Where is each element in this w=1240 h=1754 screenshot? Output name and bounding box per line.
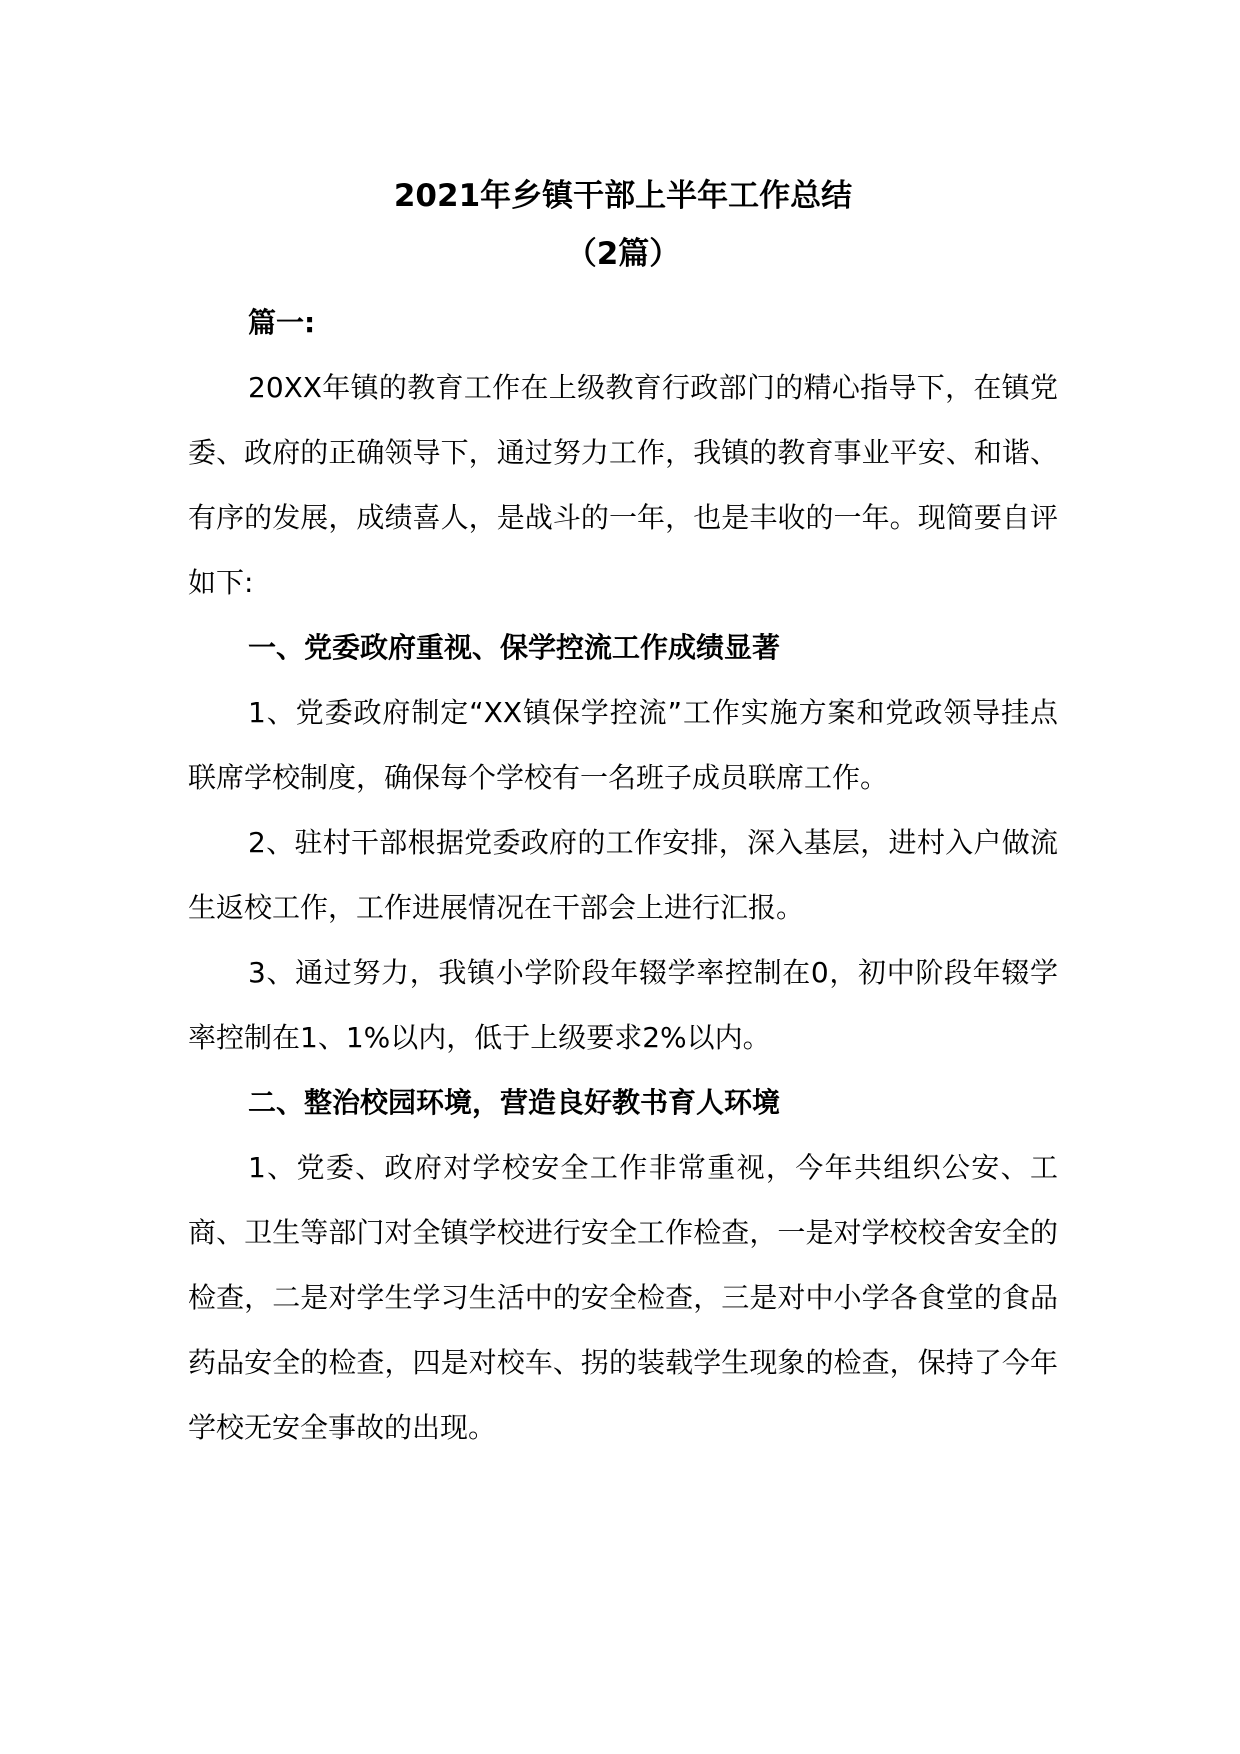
section-1-item-1: 1、党委政府制定“XX镇保学控流”工作实施方案和党政领导挂点联席学校制度，确保每个学校有一名班子成员联席工作。 bbox=[188, 696, 1058, 794]
document-subtitle: （2篇） bbox=[565, 236, 681, 272]
intro-paragraph: 20XX年镇的教育工作在上级教育行政部门的精心指导下，在镇党委、政府的正确领导下，通过努力工作，我镇的教育事业平安、和谐、有序的发展，成绩喜人，是战斗的一年，也是丰收的一年。现简要自评如下: bbox=[188, 371, 1058, 599]
section-2-heading: 二、整治校园环境，营造良好教书育人环境 bbox=[248, 1086, 781, 1119]
section-2-item-1: 1、党委、政府对学校安全工作非常重视，今年共组织公安、工商、卫生等部门对全镇学校进行安全工作检查，一是对学校校舍安全的检查，二是对学生学习生活中的安全检查，三是对中小学各食堂的食品药品安全的检查，四是对校车、拐的装载学生现象的检查，保持了今年学校无安全事故的出现。 bbox=[188, 1151, 1058, 1444]
section-1-item-2: 2、驻村干部根据党委政府的工作安排，深入基层，进村入户做流生返校工作，工作进展情况在干部会上进行汇报。 bbox=[188, 826, 1058, 924]
document-title: 2021年乡镇干部上半年工作总结 bbox=[393, 178, 853, 214]
part-label: 篇一: bbox=[248, 306, 316, 339]
section-1-heading: 一、党委政府重视、保学控流工作成绩显著 bbox=[248, 631, 781, 664]
document-body bbox=[188, 170, 1058, 1460]
section-1-item-3: 3、通过努力，我镇小学阶段年辍学率控制在0，初中阶段年辍学率控制在1、1%以内，低于上级要求2%以内。 bbox=[188, 956, 1058, 1054]
